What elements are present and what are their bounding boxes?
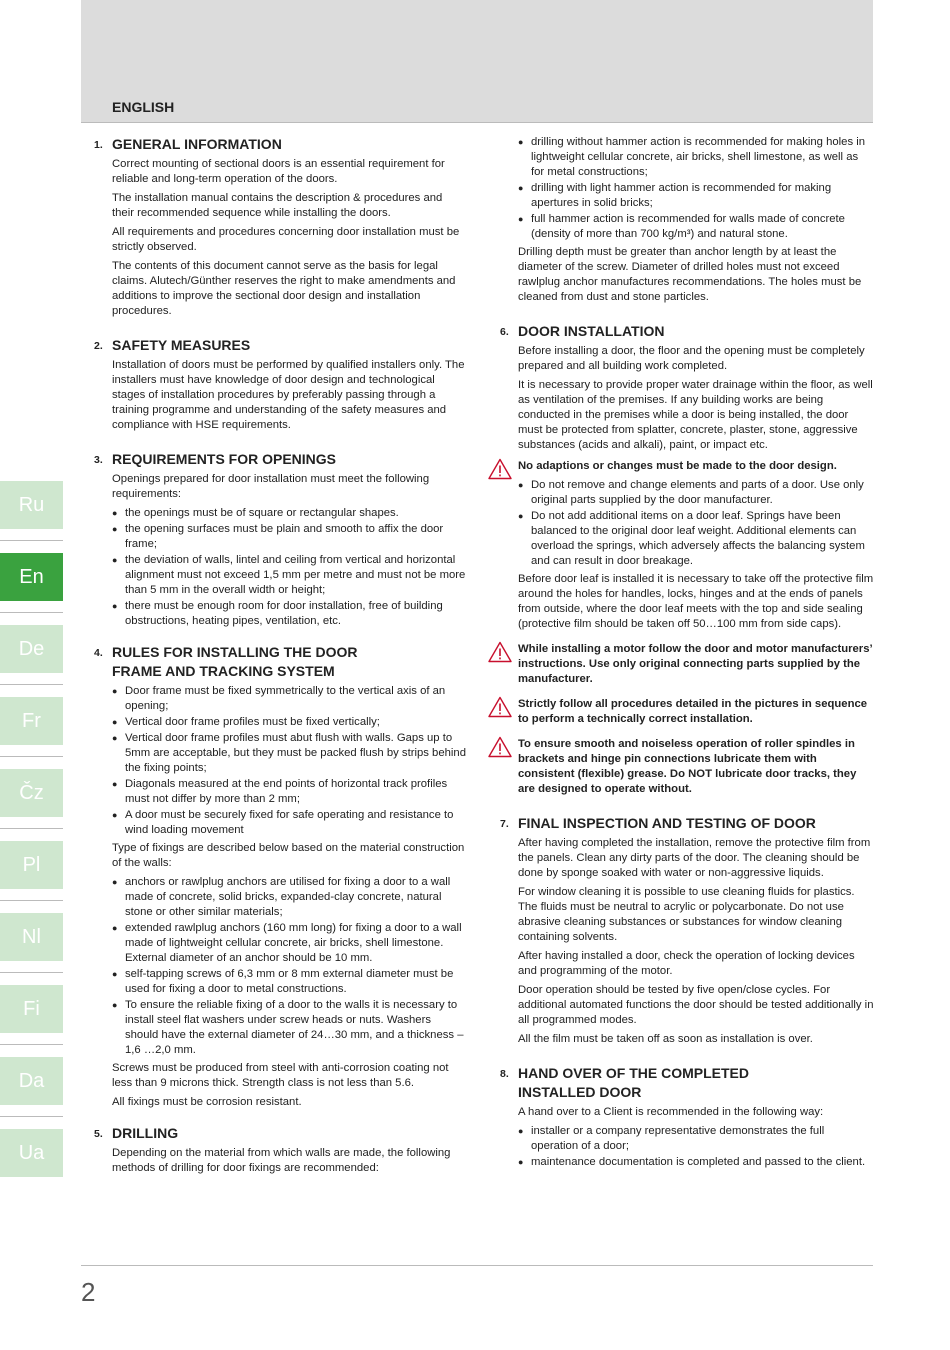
list-item: ● Door frame must be fixed symmetrically to the vertical axis of an opening; xyxy=(112,684,466,714)
bullet-list xyxy=(112,506,466,629)
page-number: 2 xyxy=(81,1277,96,1307)
section-final-inspection xyxy=(500,814,874,1047)
paragraph: Openings prepared for door installation must meet the following requirements: xyxy=(112,473,430,500)
language-heading: ENGLISH xyxy=(112,99,175,115)
list-item: ● self-tapping screws of 6,3 mm or 8 mm external diameter must be used for fixing a door to metal constructions. xyxy=(112,967,466,997)
section-number: 6. xyxy=(500,326,509,338)
section-number: 8. xyxy=(500,1068,509,1080)
lang-tab-label: De xyxy=(18,637,45,660)
list-item: ● Do not remove and change elements and parts of a door. Use only original parts supplied by the door manufacturer. xyxy=(518,478,874,508)
lang-tab-label: En xyxy=(19,565,44,588)
section-title: SAFETY MEASURES xyxy=(112,337,251,353)
section-number: 3. xyxy=(94,454,103,466)
paragraph: All the film must be taken off as soon as installation is over. xyxy=(518,1033,813,1045)
section-requirements-for-openings xyxy=(94,450,466,629)
tab-divider xyxy=(0,900,63,901)
lang-tab-fi[interactable] xyxy=(0,985,63,1033)
tab-divider xyxy=(0,1044,63,1045)
list-item: ● Diagonals measured at the end points of horizontal track profiles must not differ by more than 2 mm; xyxy=(112,777,466,807)
warning-note xyxy=(518,737,874,797)
paragraph: It is necessary to provide proper water drainage within the floor, as well as ventilation of the premises. If any building works are being conducted in the premises while a door is being installed, the door must be protected from splatter, concrete, plaster, stone, aggressive substances (acids and alkali), paint, or impact etc. xyxy=(518,379,873,451)
paragraph: After having installed a door, check the operation of locking devices and programming of the motor. xyxy=(518,950,855,977)
paragraph: All fixings must be corrosion resistant. xyxy=(112,1096,302,1108)
section-hand-over xyxy=(500,1064,874,1170)
list-item: ● Vertical door frame profiles must abut flush with walls. Gaps up to 5mm are acceptable, but they must be packed flush by strips behind the fixing points; xyxy=(112,731,466,776)
paragraph: Drilling depth must be greater than anchor length by at least the diameter of the screw. Diameter of drilled holes must not exceed rawlplug anchor manufactures recommendations. The holes must be cleaned from dust and stone particles. xyxy=(518,246,862,303)
bullet-list xyxy=(112,875,466,1058)
lang-tab-nl[interactable] xyxy=(0,913,63,961)
left-column xyxy=(94,135,466,1180)
bullet-list xyxy=(518,1124,874,1170)
paragraph: For window cleaning it is possible to use cleaning fluids for plastics. The fluids must be neutral to acrylic or polycarbonate. Do not use abrasive cleaning substances or substances for window cleaning containing solvents. xyxy=(518,886,855,943)
paragraph: Type of fixings are described below based on the material construction of the walls: xyxy=(112,842,465,869)
list-item: ● Do not add additional items on a door leaf. Springs have been balanced to the original door leaf weight. Additional elements can overload the springs, which adversely affects the balancing system and can result in door breakage. xyxy=(518,509,874,569)
warning-note xyxy=(518,697,874,727)
list-item: ● extended rawlplug anchors (160 mm long) for fixing a door to a wall made of lightweight cellular concrete, air bricks, shell limestone. External diameter of an anchor should be 10 mm. xyxy=(112,921,466,966)
section-title: REQUIREMENTS FOR OPENINGS xyxy=(112,451,337,467)
lang-tab-ua[interactable] xyxy=(0,1129,63,1177)
section-title: DRILLING xyxy=(112,1125,179,1141)
warning-icon xyxy=(488,458,512,480)
paragraph: Depending on the material from which walls are made, the following methods of drilling for door fixings are recommended: xyxy=(112,1147,451,1174)
tab-divider xyxy=(0,756,63,757)
lang-tab-label: Ua xyxy=(18,1141,45,1164)
list-item: ● the deviation of walls, lintel and ceiling from vertical and horizontal alignment must not exceed 1,5 mm per metre and must not be more than 5 mm in the overall width or height; xyxy=(112,553,466,598)
list-item: ● To ensure the reliable fixing of a door to the walls it is necessary to install steel flat washers under screw heads or nuts. Washers should have the external diameter of 24…30 mm, and a thickness – 1,6 …2,0 mm. xyxy=(112,998,466,1058)
section-number: 1. xyxy=(94,139,103,151)
warning-text: While installing a motor follow the door and motor manufacturers’ instructions. Use only original connecting parts supplied by the manufacturer. xyxy=(518,643,872,685)
warning-text: Strictly follow all procedures detailed in the pictures in sequence to perform a technically correct installation. xyxy=(518,698,868,725)
lang-tab-cz[interactable] xyxy=(0,769,63,817)
section-title-line: INSTALLED DOOR xyxy=(518,1084,642,1100)
bullet-list xyxy=(518,478,874,569)
tab-divider xyxy=(0,612,63,613)
list-item: ● maintenance documentation is completed and passed to the client. xyxy=(518,1155,874,1170)
section-title-line: RULES FOR INSTALLING THE DOOR xyxy=(112,644,358,660)
lang-tab-label: Nl xyxy=(22,925,41,948)
warning-note xyxy=(518,459,874,474)
section-number: 7. xyxy=(500,818,509,830)
section-door-installation xyxy=(500,322,874,797)
bullet-list xyxy=(518,135,874,242)
section-title-line: HAND OVER OF THE COMPLETED xyxy=(518,1065,750,1081)
section-number: 2. xyxy=(94,340,103,352)
lang-tab-en[interactable] xyxy=(0,553,63,601)
section-number: 4. xyxy=(94,647,103,659)
paragraph: Before installing a door, the floor and the opening must be completely prepared and all building work completed. xyxy=(518,345,865,372)
warning-icon xyxy=(488,641,512,663)
list-item: ● A door must be securely fixed for safe operating and resistance to wind loading movement xyxy=(112,808,466,838)
lang-tab-label: Fi xyxy=(23,997,40,1020)
list-item: ● the opening surfaces must be plain and smooth to affix the door frame; xyxy=(112,522,466,552)
section-general-information xyxy=(94,135,466,319)
lang-tab-label: Da xyxy=(18,1069,45,1092)
list-item: ● there must be enough room for door installation, free of building obstructions, heating pipes, ventilation, etc. xyxy=(112,599,466,629)
lang-tab-fr[interactable] xyxy=(0,697,63,745)
lang-tab-de[interactable] xyxy=(0,625,63,673)
warning-icon xyxy=(488,736,512,758)
paragraph: All requirements and procedures concerning door installation must be strictly observed. xyxy=(112,226,460,253)
section-drilling xyxy=(94,1124,466,1176)
lang-tab-label: Čz xyxy=(19,781,44,804)
tab-divider xyxy=(0,1116,63,1117)
paragraph: The installation manual contains the description & procedures and their recommended sequence while installing the doors. xyxy=(112,192,443,219)
header-divider xyxy=(81,122,873,123)
section-title: FINAL INSPECTION AND TESTING OF DOOR xyxy=(518,815,816,831)
section-rules-for-installing xyxy=(94,643,466,1110)
lang-tab-label: Fr xyxy=(22,709,41,732)
header-band xyxy=(81,0,873,123)
tab-divider xyxy=(0,684,63,685)
paragraph: Correct mounting of sectional doors is an essential requirement for reliable and long-term operation of the doors. xyxy=(112,158,445,185)
paragraph: Screws must be produced from steel with anti-corrosion coating not less than 9 microns thick. Strength class is not less than 5.6. xyxy=(112,1062,449,1089)
section-title: DOOR INSTALLATION xyxy=(518,323,665,339)
paragraph: A hand over to a Client is recommended in the following way: xyxy=(518,1106,824,1118)
section-title: GENERAL INFORMATION xyxy=(112,136,282,152)
section-title-line: FRAME AND TRACKING SYSTEM xyxy=(112,663,335,679)
tab-divider xyxy=(0,972,63,973)
list-item: ● Vertical door frame profiles must be fixed vertically; xyxy=(112,715,466,730)
paragraph: The contents of this document cannot serve as the basis for legal claims. Alutech/Günther reserves the right to make amendments and additions to improve the sectional door design and installation procedures. xyxy=(112,260,456,317)
lang-tab-label: Ru xyxy=(18,493,45,516)
lang-tab-label: Pl xyxy=(22,853,41,876)
list-item: ● anchors or rawlplug anchors are utilised for fixing a door to a wall made of concrete, solid bricks, expanded-clay concrete, natural stone or other similar materials; xyxy=(112,875,466,920)
section-safety-measures xyxy=(94,336,466,433)
footer-divider xyxy=(81,1265,873,1266)
list-item: ● drilling without hammer action is recommended for making holes in lightweight cellular concrete, air bricks, shell limestone, as well as for metal constructions; xyxy=(518,135,874,180)
warning-note xyxy=(518,642,874,687)
section-title xyxy=(518,1064,749,1102)
list-item: ● the openings must be of square or rectangular shapes. xyxy=(112,506,466,521)
list-item: ● full hammer action is recommended for walls made of concrete (density of more than 700 kg/m³) and natural stone. xyxy=(518,212,874,242)
bullet-list xyxy=(112,684,466,838)
warning-icon xyxy=(488,696,512,718)
paragraph: Installation of doors must be performed by qualified installers only. The installers must have knowledge of door design and technological stages of installation procedures by preferably passing through a training programme and understanding of the safety measures and compliance with HSE requirements. xyxy=(112,359,465,431)
section-title xyxy=(112,643,358,681)
tab-divider xyxy=(0,828,63,829)
warning-text: No adaptions or changes must be made to the door design. xyxy=(518,460,837,472)
lang-tab-ru[interactable] xyxy=(0,481,63,529)
lang-tab-pl[interactable] xyxy=(0,841,63,889)
tab-divider xyxy=(0,540,63,541)
section-number: 5. xyxy=(94,1128,103,1140)
right-column xyxy=(500,135,874,1173)
warning-text: To ensure smooth and noiseless operation of roller spindles in brackets and hinge pin connections lubricate them with consistent (flexible) grease. Do NOT lubricate door tracks, they are designed to operate without. xyxy=(518,738,857,795)
list-item: ● installer or a company representative demonstrates the full operation of a door; xyxy=(518,1124,874,1154)
paragraph: Before door leaf is installed it is necessary to take off the protective film around the holes for handles, locks, hinges and at the ends of panels from outside, where the door leaf meets with the top and side sealing (protective film should be taken off 50…100 mm from side caps). xyxy=(518,573,874,630)
lang-tab-da[interactable] xyxy=(0,1057,63,1105)
paragraph: After having completed the installation, remove the protective film from the panels. Clean any dirty parts of the door. The cleaning should be done by sponge soaked with water or non-aggressive liquids. xyxy=(518,837,871,879)
paragraph: Door operation should be tested by five open/close cycles. For additional automated functions the door should be tested additionally in all programmed modes. xyxy=(518,984,874,1026)
list-item: ● drilling with light hammer action is recommended for making apertures in solid bricks; xyxy=(518,181,874,211)
